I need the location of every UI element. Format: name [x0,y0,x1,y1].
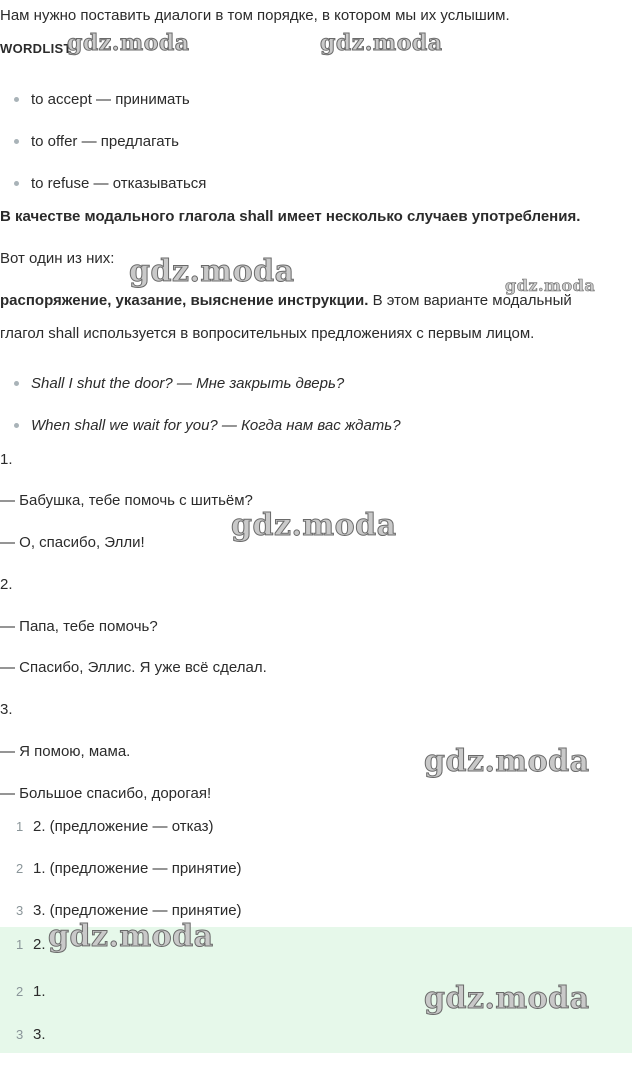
dialogue-line: — О, спасибо, Элли! [0,534,145,551]
watermark-logo: gdz.moda [320,30,443,56]
watermark-logo: gdz.moda [231,508,397,543]
watermark-logo: gdz.moda [505,276,596,295]
dialogue-line: — Бабушка, тебе помочь с шитьём? [0,492,253,509]
watermark-logo: gdz.moda [424,744,590,779]
example-item: When shall we wait for you? — Когда нам вас ждать? [14,416,401,436]
grammar-heading: В качестве модального глагола shall имеет несколько случаев употребления. [0,208,581,225]
bullet-icon [14,97,19,102]
dialogue-number: 2. [0,576,13,593]
dialogue-line: — Папа, тебе помочь? [0,618,158,635]
bullet-icon [14,423,19,428]
dialogue-line: — Большое спасибо, дорогая! [0,785,212,802]
dialogue-number: 1. [0,451,13,468]
dialogue-line: — Спасибо, Эллис. Я уже всё сделал. [0,659,267,676]
order-item: 2 1. (предложение — принятие) [16,860,242,877]
dialogue-line: — Я помою, мама. [0,743,131,760]
wordlist-item: to offer — предлагать [14,132,179,152]
watermark-logo: gdz.moda [424,981,590,1016]
order-item: 3 3. (предложение — принятие) [16,902,242,919]
wordlist-label: WORDLIST [0,41,72,56]
intro-text: Нам нужно поставить диалоги в том порядке, в котором мы их услышим. [0,7,510,24]
answer-item: 2 1. [16,983,46,1000]
order-item: 1 2. (предложение — отказ) [16,818,214,835]
answer-item: 3 3. [16,1026,46,1043]
dialogue-number: 3. [0,701,13,718]
watermark-logo: gdz.moda [67,30,190,56]
wordlist-item: to refuse — отказываться [14,174,206,194]
bullet-icon [14,181,19,186]
watermark-logo: gdz.moda [129,254,295,289]
bullet-icon [14,381,19,386]
example-item: Shall I shut the door? — Мне закрыть дверь? [14,374,344,394]
grammar-lead: Вот один из них: [0,250,115,267]
bullet-icon [14,139,19,144]
wordlist-item: to accept — принимать [14,90,190,110]
watermark-logo: gdz.moda [48,919,214,954]
grammar-rule [0,291,572,311]
grammar-rule-line2: глагол shall используется в вопросительных предложениях с первым лицом. [0,325,535,342]
grammar-rule-rest: В этом варианте модальный [368,292,572,309]
grammar-rule-bold: распоряжение, указание, выяснение инструкции. [0,292,369,309]
answer-item: 1 2. [16,936,46,953]
